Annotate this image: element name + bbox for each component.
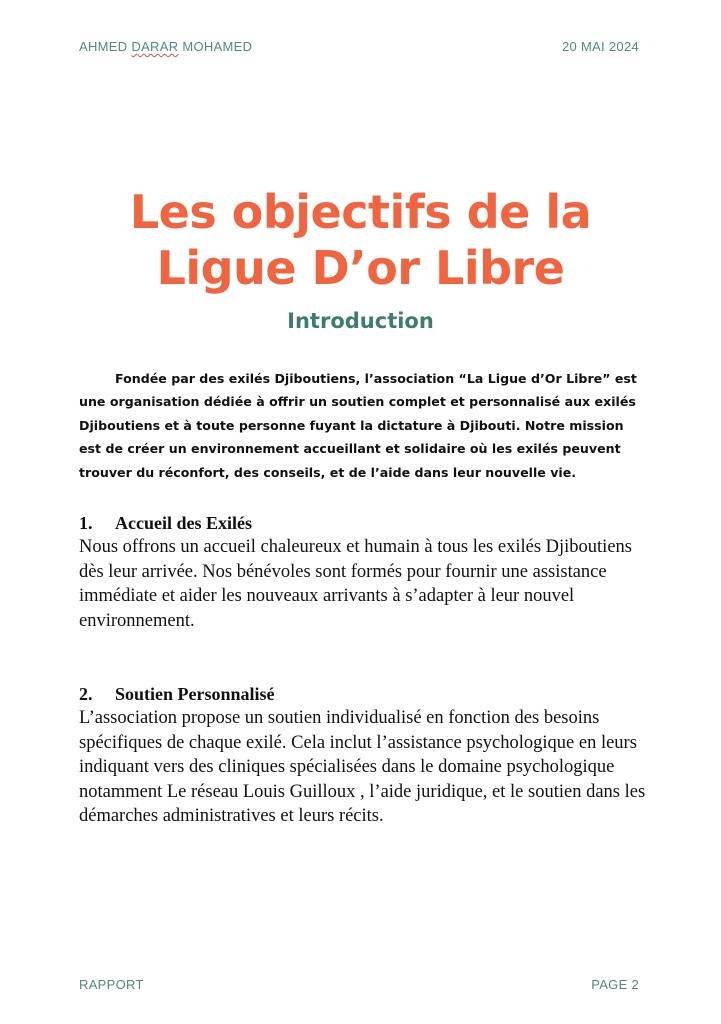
- author-middle-spellcheck: DARAR: [131, 39, 179, 54]
- author-first: AHMED: [79, 39, 128, 54]
- footer-report-label: RAPPORT: [79, 977, 144, 992]
- section-soutien: [79, 682, 659, 829]
- section-accueil: [79, 511, 659, 633]
- section-heading: [79, 682, 659, 706]
- section-number: 2.: [79, 684, 93, 704]
- title-line-1: Les objectifs de la: [129, 185, 592, 239]
- section-heading: [79, 511, 659, 535]
- author-last: MOHAMED: [182, 39, 253, 54]
- section-title: Soutien Personnalisé: [115, 684, 275, 704]
- header-author: [79, 39, 252, 54]
- section-title: Accueil des Exilés: [115, 513, 252, 533]
- section-body: L’association propose un soutien individualisé en fonction des besoins spécifiques de chaque exilé. Cela inclut l’assistance psychologique en leurs indiquant vers des cliniques spécialisées dans le domaine psychologique notamment Le réseau Louis Guilloux , l’aide juridique, et le soutien dans les démarches administratives et leurs récits.: [79, 708, 646, 826]
- section-body: Nous offrons un accueil chaleureux et humain à tous les exilés Djiboutiens dès leur arrivée. Nos bénévoles sont formés pour fournir une assistance immédiate et aider les nouveaux arrivants à s’adapter à leur nouvel environnement.: [79, 537, 632, 631]
- title-line-2: Ligue D’or Libre: [156, 241, 565, 295]
- footer-page-number: PAGE 2: [591, 977, 639, 992]
- intro-text: Fondée par des exilés Djiboutiens, l’association “La Ligue d’Or Libre” est une organisation dédiée à offrir un soutien complet et personnalisé aux exilés Djiboutiens et à toute personne fuyant la dictature à Djibouti. Notre mission est de créer un environnement accueillant et solidaire où les exilés peuvent trouver du réconfort, des conseils, et de l’aide dans leur nouvelle vie.: [79, 371, 637, 480]
- header-date: 20 MAI 2024: [561, 39, 639, 54]
- page-title: [0, 184, 721, 296]
- section-number: 1.: [79, 513, 93, 533]
- intro-paragraph: [79, 367, 639, 484]
- subtitle: Introduction: [287, 309, 434, 333]
